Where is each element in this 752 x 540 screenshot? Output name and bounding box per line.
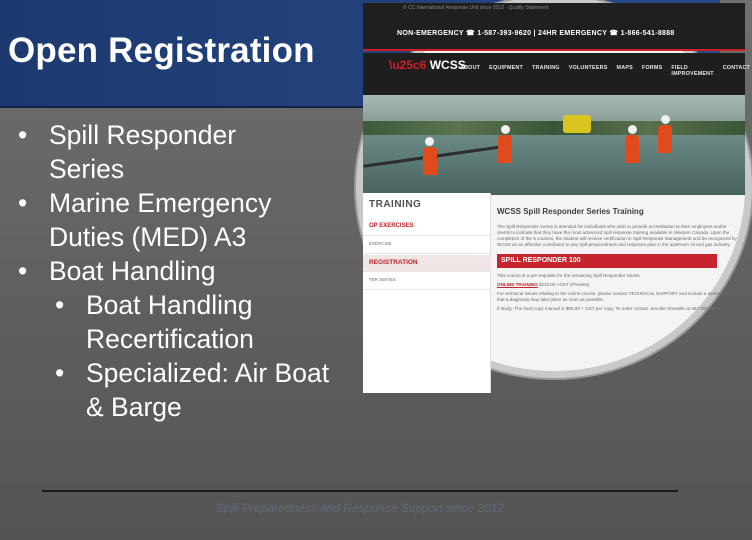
worker-figure [498, 135, 512, 163]
slide-title: Open Registration [8, 31, 315, 70]
course-note: This course is a pre-requisite for the remaining Spill Responder Series [497, 273, 640, 278]
online-price: $110.00 +GST (Preview) [539, 282, 590, 287]
worker-helmet [661, 115, 670, 124]
sidebar-item-exercise[interactable] [363, 237, 491, 254]
sidebar-item-ter-series[interactable] [363, 273, 491, 290]
website-intro: The Spill Responder Series is intended for individuals who wish to provide accreditation to their employers and/or clients to indicate that they have the most advanced spill response training available in Western Canada. Upon the completion of the 5 courses, the student will receive certification in Spill Response Management and be recognized by WCSS as an effective contributor to any spill preparedness and response plan in the upstream oil and gas industry. [497, 224, 737, 247]
nav-field-improvement[interactable]: FIELD IMPROVEMENT [671, 65, 714, 77]
bullet-boat-handling: • Boat Handling [18, 254, 338, 288]
worker-helmet [501, 125, 510, 134]
nav-contact[interactable]: CONTACT [722, 65, 751, 71]
sidebar-item-label: TER SERIES [369, 277, 396, 282]
nav-about[interactable]: ABOUT [460, 65, 481, 71]
course-title-bar: SPILL RESPONDER 100 [497, 254, 717, 268]
sidebar-item-label: EXERCISE [369, 241, 392, 246]
website-top-bar [363, 3, 745, 51]
tree-line [363, 121, 745, 135]
website-nav [363, 53, 751, 95]
sidebar-item-label: REGISTRATION [369, 259, 418, 266]
website-sidebar [363, 193, 491, 393]
sidebar-item-label: OP EXERCISES [369, 223, 414, 229]
worker-figure [658, 125, 672, 153]
skimmer-equipment [563, 115, 591, 133]
footer-divider [42, 490, 678, 492]
online-training-link[interactable]: ONLINE TRAINING [497, 282, 538, 287]
website-menu [460, 65, 750, 77]
nav-maps[interactable]: MAPS [616, 65, 633, 71]
nav-equipment[interactable]: EQUIPMENT [489, 65, 524, 71]
sub-bullet-air-boat: • Specialized: Air Boat & Barge [55, 356, 345, 424]
bullet-spill-responder: • Spill Responder Series [18, 118, 308, 186]
bullet-list [18, 118, 345, 424]
website-top-line: © CC International Response Unit since 2012 · Quality Statement [403, 5, 549, 11]
website-main-content [497, 207, 737, 315]
sidebar-item-op-exercises[interactable] [363, 219, 491, 236]
worker-helmet [425, 137, 434, 146]
website-logo: \u25c6 WCSS [389, 58, 466, 72]
online-training-row [497, 282, 737, 288]
study-text: If study: The hard copy manual is $65.00 + GST per copy. To order contact Jennifer Rosselle at 587.393.9620 [497, 306, 720, 311]
footer-tagline: Spill Preparedness and Response Support since 2012 [215, 501, 505, 515]
nav-training[interactable]: TRAINING [532, 65, 560, 71]
nav-forms[interactable]: FORMS [641, 65, 663, 71]
worker-helmet [628, 125, 637, 134]
worker-figure [625, 135, 639, 163]
worker-figure [423, 147, 437, 175]
website-hero-photo [363, 95, 745, 193]
support-text: For technical issues relating to the online course, please contact TECHNICAL SUPPORT and include a screenshot so that a diagnosis may take place as soon as possible. [497, 291, 737, 302]
nav-volunteers[interactable]: VOLUNTEERS [568, 65, 608, 71]
bullet-med: • Marine Emergency Duties (MED) A3 [18, 186, 338, 254]
website-heading: WCSS Spill Responder Series Training [497, 207, 644, 216]
sidebar-item-registration[interactable] [363, 255, 491, 272]
website-logo-text: WCSS [429, 58, 466, 72]
website-screenshot [356, 0, 752, 378]
website-hotlines: NON-EMERGENCY ☎ 1-587-393-9620 | 24HR EMERGENCY ☎ 1-866-541-8888 [397, 30, 675, 37]
sub-bullet-recertification: • Boat Handling Recertification [55, 288, 345, 356]
sidebar-title: TRAINING [369, 199, 422, 210]
water [363, 135, 745, 195]
